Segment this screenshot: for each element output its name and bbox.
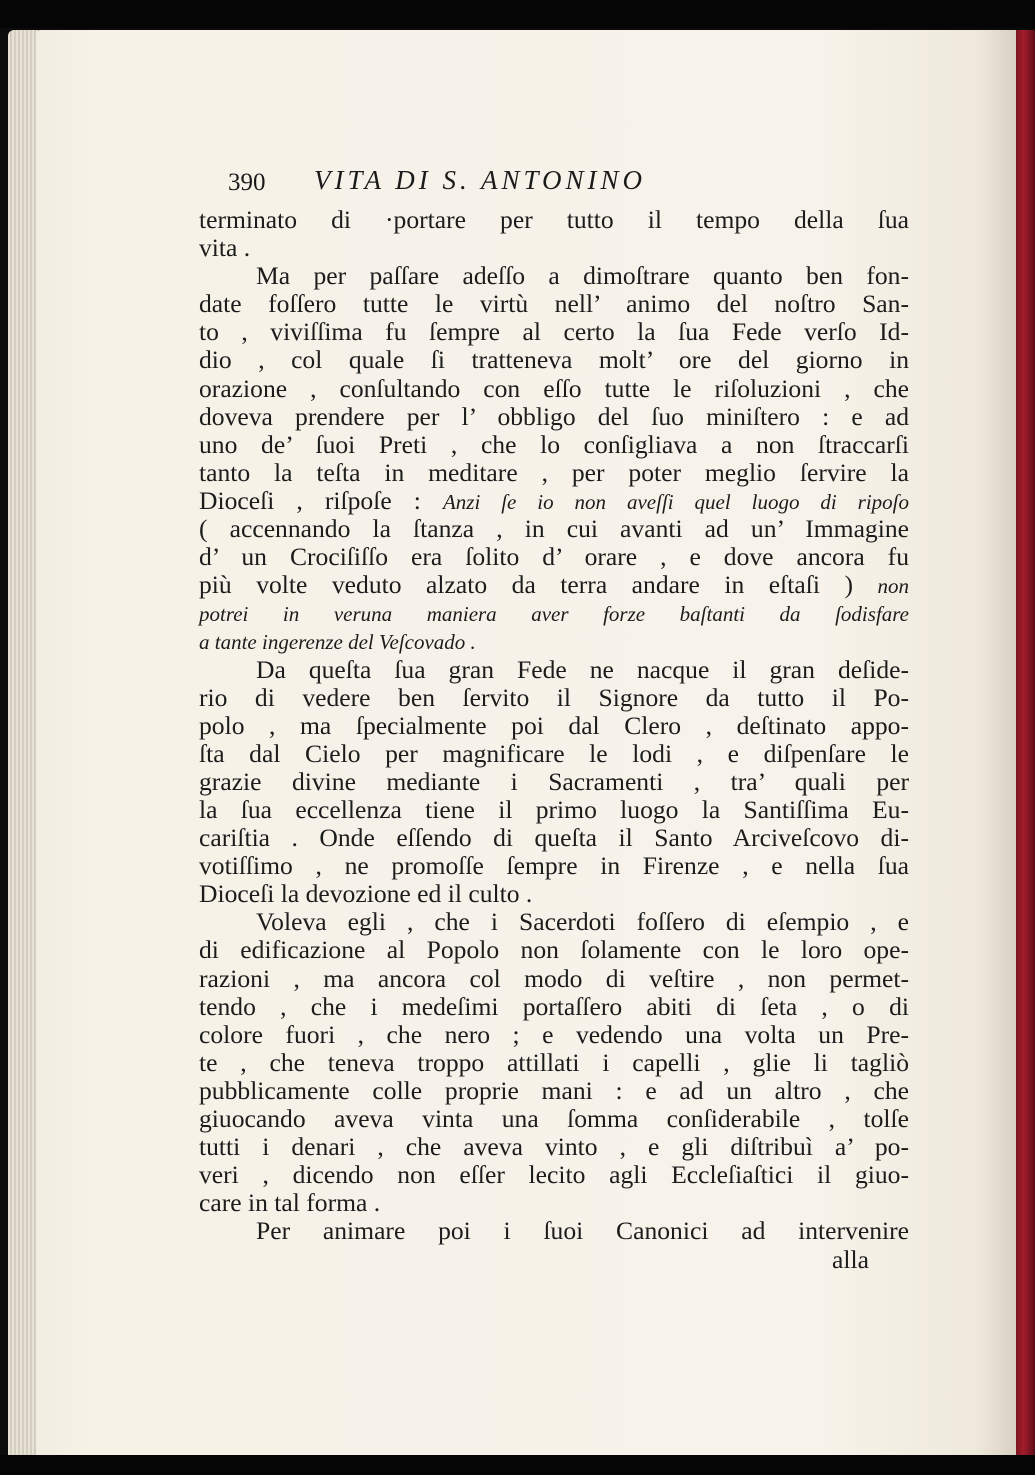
text-line <box>199 599 909 627</box>
text-line: d’ un Crociſiſſo era ſolito d’ orare , e dove ancora fu <box>199 542 909 572</box>
text-line: ( accennando la ſtanza , in cui avanti ad un’ Immagine <box>199 514 909 544</box>
text-line: votiſſimo , ne promoſſe ſempre in Firenze , e nella ſua <box>199 851 909 881</box>
text-line: terminato di ·portare per tutto il tempo della ſua <box>199 205 909 234</box>
text-line: doveva prendere per l’ obbligo del ſuo miniſtero : e ad <box>199 401 909 431</box>
text-line: uno de’ ſuoi Preti , che lo conſigliava a non ſtraccarſi <box>199 429 909 459</box>
text-roman: Dioceſi , riſpoſe : <box>199 485 443 515</box>
text-line: Per animare poi i ſuoi Canonici ad intervenire <box>256 1216 909 1246</box>
text-line: rio di vedere ben ſervito il Signore da tutto il Po- <box>199 682 909 712</box>
text-line: grazie divine mediante i Sacramenti , tra’ quali per <box>199 766 909 796</box>
book-cover-edge <box>1016 30 1035 1455</box>
text-line <box>199 571 909 599</box>
scan-top-border <box>0 0 1035 28</box>
page-title: VITA DI S. ANTONINO <box>314 165 647 195</box>
text-line: ſta dal Cielo per magnificare le lodi , e diſpenſare le <box>199 738 909 768</box>
text-line: colore fuori , che nero ; e vedendo una volta un Pre- <box>199 1019 909 1049</box>
text-line: orazione , conſultando con eſſo tutte le riſoluzioni , che <box>199 373 909 403</box>
text-line: dio , col quale ſi tratteneva molt’ ore del giorno in <box>199 345 909 375</box>
italic-quote: a tante ingerenze del Veſcovado . <box>199 630 476 655</box>
text-line: date foſſero tutte le virtù nell’ animo del noſtro San- <box>199 289 909 319</box>
text-line: to , viviſſima fu ſempre al certo la ſua Fede verſo Id- <box>199 317 909 347</box>
scan-bottom-border <box>0 1455 1035 1475</box>
text-line: Ma per paſſare adeſſo a dimoſtrare quanto ben fon- <box>256 261 909 291</box>
text-line: Dioceſi la devozione ed il culto . <box>199 879 533 909</box>
text-line: veri , dicendo non eſſer lecito agli Eccleſiaſtici il giuo- <box>199 1160 909 1190</box>
text-line: tendo , che i medeſimi portaſſero abiti di ſeta , o di <box>199 991 909 1021</box>
text-line: giuocando aveva vinta una ſomma conſiderabile , tolſe <box>199 1104 909 1133</box>
text-line: razioni , ma ancora col modo di veſtire , non permet- <box>199 963 909 993</box>
text-line <box>199 627 909 655</box>
body-text <box>199 206 909 1245</box>
running-head <box>224 165 784 203</box>
text-line: di edificazione al Popolo non ſolamente con le loro ope- <box>199 935 909 965</box>
text-line: tanto la teſta in meditare , per poter meglio ſervire la <box>199 457 909 487</box>
text-roman: più volte veduto alzato da terra andare in eſtaſi ) <box>199 570 878 600</box>
text-line: polo , ma ſpecialmente poi dal Clero , deſtinato appo- <box>199 710 909 740</box>
italic-quote: non <box>877 574 909 599</box>
book-page-edges <box>8 30 38 1455</box>
italic-quote: Anzi ſe io non aveſſi quel luogo di ripoſo <box>442 489 909 514</box>
page-number: 390 <box>228 169 266 196</box>
italic-quote: potrei in veruna maniera aver forze baſtanti da ſodisfare <box>199 602 909 627</box>
text-line: Da queſta ſua gran Fede ne nacque il gran deſide- <box>256 654 909 684</box>
text-line: care in tal forma . <box>199 1188 381 1218</box>
text-line: te , che teneva troppo attillati i capelli , glie li tagliò <box>199 1047 909 1077</box>
text-line: vita . <box>199 233 251 263</box>
text-line <box>199 487 909 515</box>
text-line: cariſtia . Onde eſſendo di queſta il Santo Arciveſcovo di- <box>199 823 909 853</box>
text-line: Voleva egli , che i Sacerdoti foſſero di eſempio , e <box>256 907 909 937</box>
catchword: alla <box>832 1245 869 1274</box>
text-line: la ſua eccellenza tiene il primo luogo la Santiſſima Eu- <box>199 794 909 824</box>
text-line: pubblicamente colle proprie mani : e ad un altro , che <box>199 1075 909 1105</box>
text-line: tutti i denari , che aveva vinto , e gli diſtribuì a’ po- <box>199 1132 909 1162</box>
